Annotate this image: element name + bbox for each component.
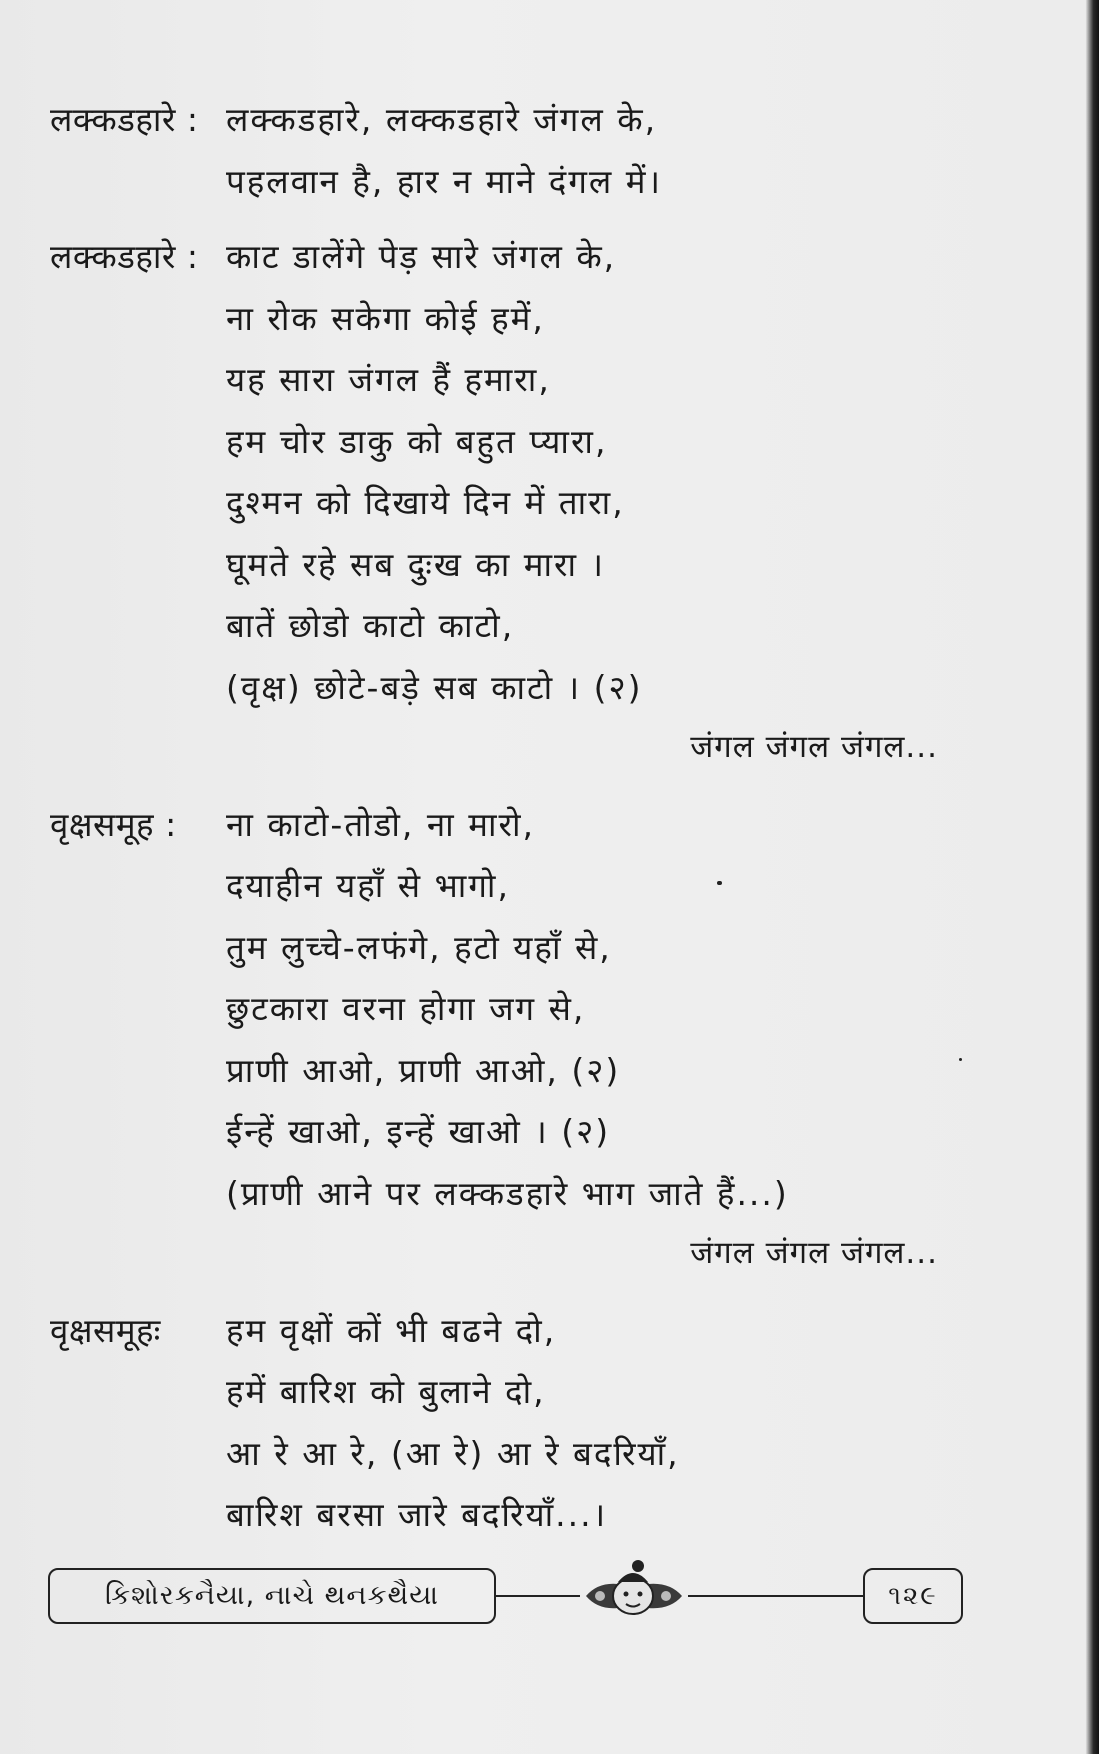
footer-divider-left [496,1595,580,1597]
verse-line: दुश्मन को दिखाये दिन में तारा, [226,483,625,522]
footer-divider-right [688,1595,863,1597]
verse-row [50,356,950,418]
verse-row [50,862,950,924]
verse-line: काट डालेंगे पेड़ सारे जंगल के, [226,237,617,276]
verse-line: ईन्हें खाओ, इन्हें खाओ । (२) [226,1112,611,1151]
verse-row [50,1170,950,1232]
speaker-label: वृक्षसमूहः [50,1310,161,1350]
verse-line: पहलवान है, हार न माने दंगल में। [226,161,662,201]
verse-line: (वृक्ष) छोटे-बड़े सब काटो । (२) [226,667,643,707]
verse-block-1 [50,96,950,219]
verse-line: छुटकारा वरना होगा जग से, [226,989,586,1028]
refrain-row [50,1231,938,1293]
verse-row [50,96,950,158]
verse-row [50,1368,950,1430]
verse-row [50,1491,950,1553]
refrain-text: जंगल जंगल जंगल... [690,1235,938,1271]
page-edge [1085,0,1099,1754]
verse-row [50,985,950,1047]
page-footer [48,1568,963,1632]
ink-speck [717,881,722,885]
verse-line: हमें बारिश को बुलाने दो, [226,1372,546,1411]
verse-line: बारिश बरसा जारे बदरियाँ...। [226,1495,608,1534]
verse-line: तुम लुच्चे-लफंगे, हटो यहाँ से, [226,927,612,967]
verse-line: हम वृक्षों कों भी बढने दो, [226,1310,557,1350]
speaker-label: लक्कडहारे : [50,237,199,276]
ink-speck [959,1058,962,1061]
speaker-label: वृक्षसमूह : [50,804,177,844]
page-number: ૧૨૯ [863,1568,963,1624]
verse-row [50,1430,950,1492]
refrain-row [50,725,938,787]
verse-row [50,233,950,295]
verse-line: बातें छोडो काटो काटो, [226,606,515,645]
verse-line: घूमते रहे सब दुःख का मारा । [226,544,606,584]
verse-row [50,664,950,726]
verse-line: ना रोक सकेगा कोई हमें, [226,298,545,338]
verse-line: दयाहीन यहाँ से भागो, [226,866,510,905]
verse-row [50,541,950,603]
verse-row [50,602,950,664]
refrain-text: जंगल जंगल जंगल... [690,729,938,765]
verse-row [50,924,950,986]
verse-line: यह सारा जंगल हैं हमारा, [226,360,551,399]
verse-row [50,158,950,220]
verse-line: आ रे आ रे, (आ रे) आ रे बदरियाँ, [226,1433,680,1473]
verse-block-3 [50,801,950,1293]
song-text [50,96,950,1567]
verse-row [50,1047,950,1109]
verse-row [50,295,950,357]
verse-row [50,1307,950,1369]
verse-block-4 [50,1307,950,1553]
verse-row [50,801,950,863]
verse-row [50,418,950,480]
verse-line: ना काटो-तोडो, ना मारो, [226,804,536,844]
speaker-label: लक्कडहारे : [50,100,199,139]
stage-direction: (प्राणी आने पर लक्कडहारे भाग जाते हैं...) [226,1173,789,1213]
book-title: કિશોરકનૈયા, નાચે થનકથૈયા [48,1568,496,1624]
verse-row [50,479,950,541]
verse-row [50,1108,950,1170]
verse-block-2 [50,233,950,787]
verse-line: प्राणी आओ, प्राणी आओ, (२) [226,1050,621,1090]
boy-face-emblem-icon [578,1552,688,1632]
verse-line: लक्कडहारे, लक्कडहारे जंगल के, [226,100,658,139]
verse-line: हम चोर डाकु को बहुत प्यारा, [226,421,608,461]
